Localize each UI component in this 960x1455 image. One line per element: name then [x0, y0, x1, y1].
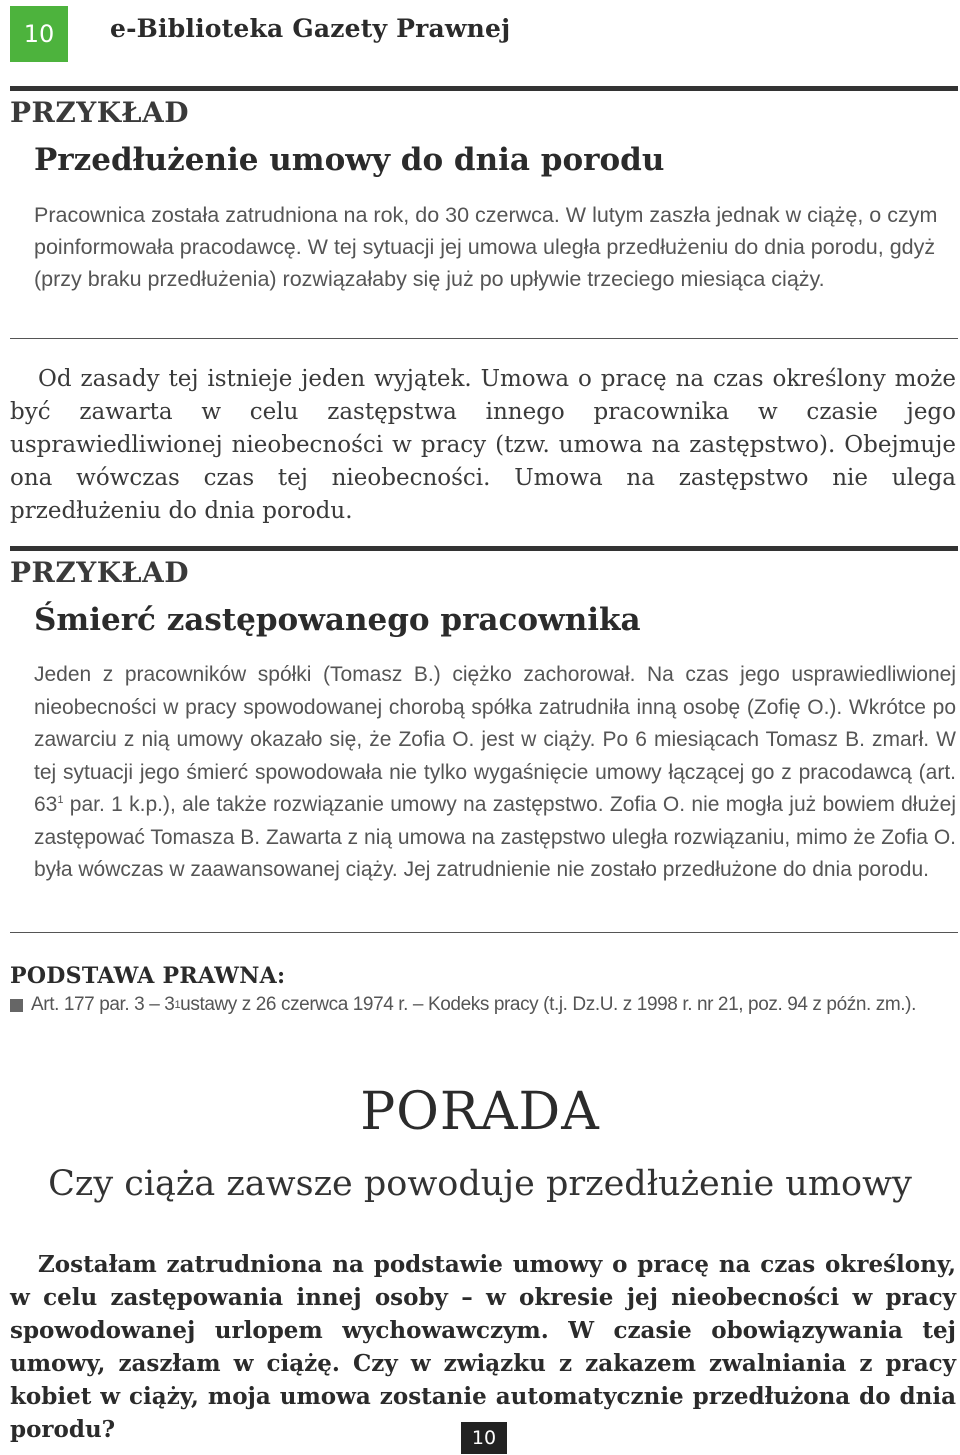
body-paragraph-text: Od zasady tej istnieje jeden wyjątek. Umowa o pracę na czas określony może być zawarta w celu zastępstwa innego pracownika w czasie jego usprawiedliwionej nieobecności w pracy (tzw. umowa na zastępstwo). Obejmuje ona wówczas czas tej nieobecności. Umowa na zastępstwo nie ulega przedłużeniu do dnia porodu.	[10, 366, 956, 524]
legal-basis-text: Art. 177 par. 3 – 3	[31, 994, 175, 1015]
divider	[10, 546, 958, 551]
footer-page-number: 10	[461, 1422, 507, 1454]
example-text	[34, 659, 956, 887]
legal-basis-label: PODSTAWA PRAWNA:	[10, 963, 286, 989]
page-number-badge: 10	[10, 6, 68, 62]
example-text-part: par. 1 k.p.), ale także rozwiązanie umowy na zastępstwo. Zofia O. nie mogła już bowiem dłużej zastępować Tomasza B. Zawarta z nią umowa na zastępstwo uległa rozwiązaniu, mimo że Zofia O. była wówczas w zaawansowanej ciąży. Jej zatrudnienie nie zostało przedłużone do dnia porodu.	[34, 793, 956, 881]
section-title: PORADA	[360, 1082, 600, 1142]
question-text: Zostałam zatrudniona na podstawie umowy o pracę na czas określony, w celu zastępowania innej osoby – w okresie jej nieobecności w pracy spowodowanej urlopem wychowawczym. W czasie obowiązywania tej umowy, zaszłam w ciążę. Czy w związku z zakazem zwalniania z pracy kobiet w ciąży, moja umowa zostanie automatycznie przedłużona do dnia porodu?	[10, 1251, 956, 1443]
divider	[10, 932, 958, 933]
example-label: PRZYKŁAD	[10, 556, 189, 589]
example-title: Śmierć zastępowanego pracownika	[34, 602, 641, 638]
example-text: Pracownica została zatrudniona na rok, do 30 czerwca. W lutym zaszła jednak w ciążę, o czym poinformowała pracodawcę. W tej sytuacji jej umowa uległa przedłużeniu do dnia porodu, gdyż (przy braku przedłużenia) rozwiązałaby się już po upływie trzeciego miesiąca ciąży.	[34, 203, 938, 291]
section-subtitle: Czy ciąża zawsze powoduje przedłużenie umowy	[48, 1164, 912, 1204]
example-text-part: Jeden z pracowników spółki (Tomasz B.) ciężko zachorował. Na czas jego usprawiedliwionej nieobecności w pracy spowodowanej chorobą spółka zatrudniła inną osobę (Zofię O.). Wkrótce po zawarciu z nią umowy okazało się, że Zofia O. jest w ciąży. Po 6 miesiącach Tomasz B. zmarł. W tej sytuacji jego śmierć spowodowała nie tylko wygaśnięcie umowy łączącej go z pracodawcą (art. 63	[34, 663, 956, 816]
question-paragraph	[10, 1248, 956, 1446]
legal-basis-text: ustawy z 26 czerwca 1974 r. – Kodeks pracy (t.j. Dz.U. z 1998 r. nr 21, poz. 94 z późn. zm.).	[180, 994, 916, 1015]
body-paragraph	[10, 363, 956, 528]
publication-title: e-Biblioteka Gazety Prawnej	[110, 14, 511, 43]
example-title: Przedłużenie umowy do dnia porodu	[34, 142, 665, 178]
divider	[10, 338, 958, 339]
divider	[10, 86, 958, 91]
legal-basis-item: Art. 177 par. 3 – 3 1 ustawy z 26 czerwca 1974 r. – Kodeks pracy (t.j. Dz.U. z 1998 r. nr 21, poz. 94 z późn. zm.).	[10, 994, 916, 1016]
superscript: 1	[57, 794, 64, 806]
example-label: PRZYKŁAD	[10, 96, 189, 129]
bullet-square-icon	[10, 999, 23, 1012]
